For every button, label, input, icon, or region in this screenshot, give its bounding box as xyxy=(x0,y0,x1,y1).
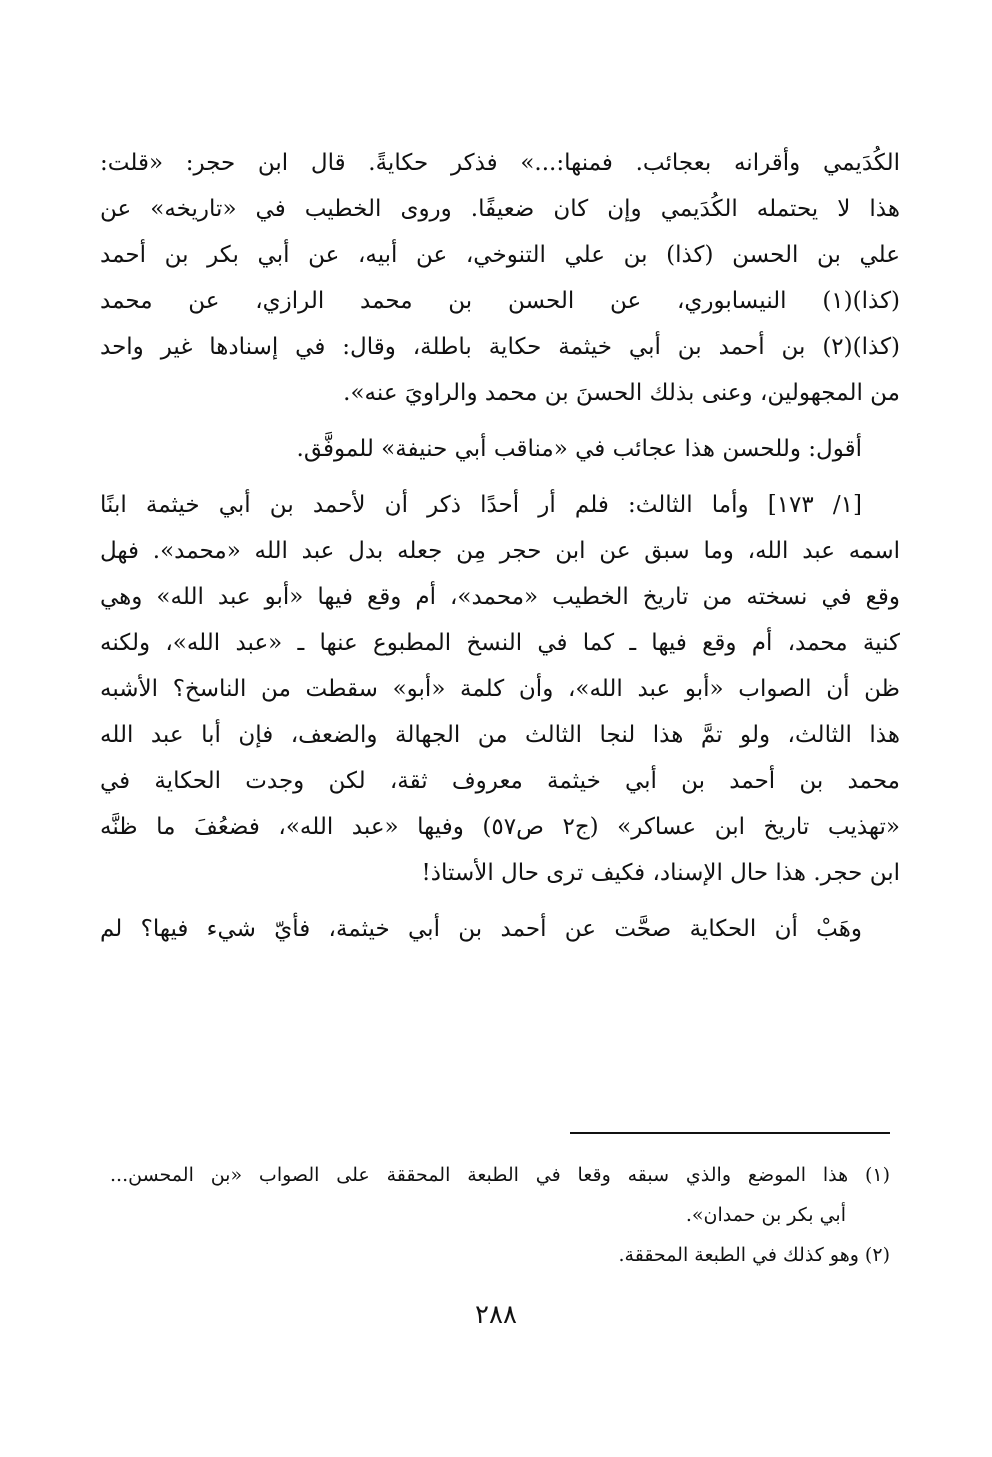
text-line: الكُدَيمي وأقرانه بعجائب. فمنها:...» فذكر حكايةً. قال ابن حجر: «قلت: xyxy=(100,150,900,176)
text-line: «تهذيب تاريخ ابن عساكر» (ج٢ ص٥٧) وفيها «عبد الله»، فضعُفَ ما ظنَّه xyxy=(100,814,900,840)
footnote-separator xyxy=(570,1132,890,1134)
text-line: ظن أن الصواب «أبو عبد الله»، وأن كلمة «أبو» سقطت من الناسخ؟ الأشبه xyxy=(100,676,900,702)
text-line: ابن حجر. هذا حال الإسناد، فكيف ترى حال الأستاذ! xyxy=(421,860,900,886)
footnotes xyxy=(110,1155,890,1275)
text-line: (كذا)(١) النيسابوري، عن الحسن بن محمد الرازي، عن محمد xyxy=(100,288,900,314)
page-number: ٢٨٨ xyxy=(475,1300,517,1330)
text-line: هذا لا يحتمله الكُدَيمي وإن كان ضعيفًا. وروى الخطيب في «تاريخه» عن xyxy=(100,196,900,222)
main-text xyxy=(100,140,900,952)
footnote-1: (١) هذا الموضع والذي سبقه وقعا في الطبعة المحققة على الصواب «بن المحسن... xyxy=(110,1164,890,1186)
text-line: من المجهولين، وعنى بذلك الحسنَ بن محمد والراويَ عنه». xyxy=(343,380,900,406)
text-line: علي بن الحسن (كذا) بن علي التنوخي، عن أبيه، عن أبي بكر بن أحمد xyxy=(100,242,900,268)
text-line: هذا الثالث، ولو تمَّ هذا لنجا الثالث من الجهالة والضعف، فإن أبا عبد الله xyxy=(100,722,900,748)
paragraph-3 xyxy=(100,482,900,896)
text-line: كنية محمد، أم وقع فيها ـ كما في النسخ المطبوع عنها ـ «عبد الله»، ولكنه xyxy=(100,630,900,656)
paragraph-gap xyxy=(100,896,900,906)
paragraph-2 xyxy=(100,426,900,472)
text-line: (كذا)(٢) بن أحمد بن أبي خيثمة حكاية باطلة، وقال: في إسنادها غير واحد xyxy=(100,334,900,360)
paragraph-4 xyxy=(100,906,900,952)
text-line: اسمه عبد الله، وما سبق عن ابن حجر مِن جعله بدل عبد الله «محمد». فهل xyxy=(100,538,900,564)
footnote-2: (٢) وهو كذلك في الطبعة المحققة. xyxy=(618,1244,890,1266)
text-line: وهَبْ أن الحكاية صحَّت عن أحمد بن أبي خيثمة، فأيّ شيء فيها؟ لم xyxy=(100,916,862,942)
text-line: [١/ ١٧٣] وأما الثالث: فلم أر أحدًا ذكر أن لأحمد بن أبي خيثمة ابنًا xyxy=(100,492,862,518)
footnote-1-continuation: أبي بكر بن حمدان». xyxy=(685,1204,846,1226)
text-line: محمد بن أحمد بن أبي خيثمة معروف ثقة، لكن وجدت الحكاية في xyxy=(100,768,900,794)
paragraph-1 xyxy=(100,140,900,416)
paragraph-gap xyxy=(100,472,900,482)
paragraph-gap xyxy=(100,416,900,426)
text-line: وقع في نسخته من تاريخ الخطيب «محمد»، أم وقع فيها «أبو عبد الله» وهي xyxy=(100,584,900,610)
text-line: أقول: وللحسن هذا عجائب في «مناقب أبي حنيفة» للموفَّق. xyxy=(296,436,862,462)
